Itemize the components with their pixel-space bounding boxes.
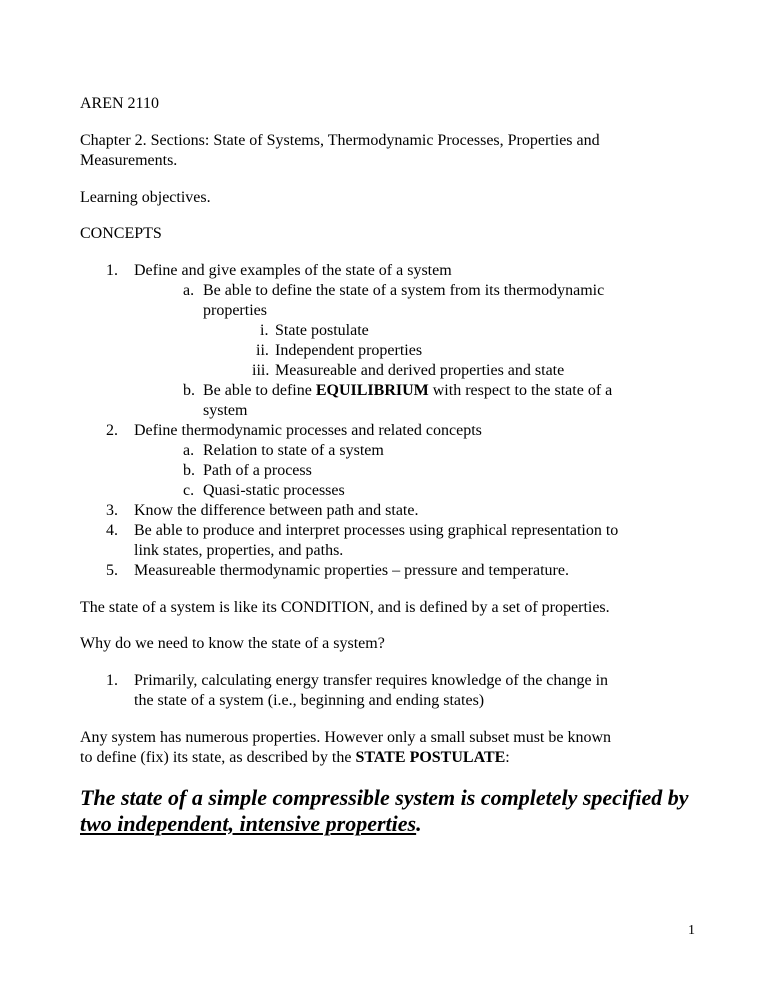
list-item-text: Know the difference between path and state. xyxy=(134,502,419,519)
list-item-text: the state of a system (i.e., beginning and ending states) xyxy=(134,692,485,709)
list-number: 1. xyxy=(106,672,118,689)
course-code: AREN 2110 xyxy=(80,95,159,112)
state-definition-paragraph: The state of a system is like its CONDITION, and is defined by a set of properties. xyxy=(80,599,610,616)
list-number: 4. xyxy=(106,522,118,539)
list-item-text: Define and give examples of the state of a system xyxy=(134,262,452,279)
learning-objectives-heading: Learning objectives. xyxy=(80,189,211,206)
list-item-text: link states, properties, and paths. xyxy=(134,542,344,559)
list-letter: a. xyxy=(183,442,195,459)
list-item-text: system xyxy=(203,402,248,419)
list-number: 1. xyxy=(106,262,118,279)
paragraph-line xyxy=(80,748,510,768)
postulate-line-2: two independent, intensive properties xyxy=(80,811,417,836)
paragraph-line: Any system has numerous properties. However only a small subset must be known xyxy=(80,729,612,746)
list-item-text: properties xyxy=(203,302,267,319)
list-item-text: Quasi-static processes xyxy=(203,482,345,499)
list-item-text: Path of a process xyxy=(203,462,312,479)
list-item-text xyxy=(203,381,612,401)
list-item-text: Primarily, calculating energy transfer requires knowledge of the change in xyxy=(134,672,609,689)
text-fragment: Be able to define xyxy=(203,382,316,399)
list-item-text: Measureable and derived properties and state xyxy=(275,362,565,379)
postulate-period: . xyxy=(416,811,422,836)
equilibrium-term: EQUILIBRIUM xyxy=(315,382,429,399)
state-postulate-term: STATE POSTULATE xyxy=(355,749,506,766)
list-item-text: Be able to define the state of a system from its thermodynamic xyxy=(203,282,605,299)
text-fragment: : xyxy=(505,749,510,766)
list-roman: iii. xyxy=(252,362,270,379)
page-number: 1 xyxy=(688,923,695,938)
list-number: 5. xyxy=(106,562,118,579)
chapter-title-line-2: Measurements. xyxy=(80,152,178,169)
list-roman: ii. xyxy=(256,342,269,359)
list-roman: i. xyxy=(260,322,269,339)
list-item-text: Be able to produce and interpret processes using graphical representation to xyxy=(134,522,619,539)
list-letter: a. xyxy=(183,282,195,299)
list-item-text: Relation to state of a system xyxy=(203,442,384,459)
text-fragment: with respect to the state of a xyxy=(428,382,613,399)
state-postulate-statement xyxy=(80,785,720,837)
list-number: 3. xyxy=(106,502,118,519)
text-fragment: to define (fix) its state, as described by the xyxy=(80,749,356,766)
list-item-text: Measureable thermodynamic properties – pressure and temperature. xyxy=(134,562,569,579)
concepts-heading: CONCEPTS xyxy=(80,225,162,242)
list-letter: b. xyxy=(183,462,195,479)
postulate-line-1: The state of a simple compressible system is completely specified by xyxy=(80,785,689,810)
list-letter: c. xyxy=(183,482,195,499)
list-number: 2. xyxy=(106,422,118,439)
list-item-text: State postulate xyxy=(275,322,369,339)
list-item-text: Independent properties xyxy=(275,342,423,359)
list-item-text: Define thermodynamic processes and related concepts xyxy=(134,422,482,439)
question-paragraph: Why do we need to know the state of a system? xyxy=(80,635,385,652)
chapter-title-line-1: Chapter 2. Sections: State of Systems, Thermodynamic Processes, Properties and xyxy=(80,132,600,149)
list-letter: b. xyxy=(183,382,195,399)
